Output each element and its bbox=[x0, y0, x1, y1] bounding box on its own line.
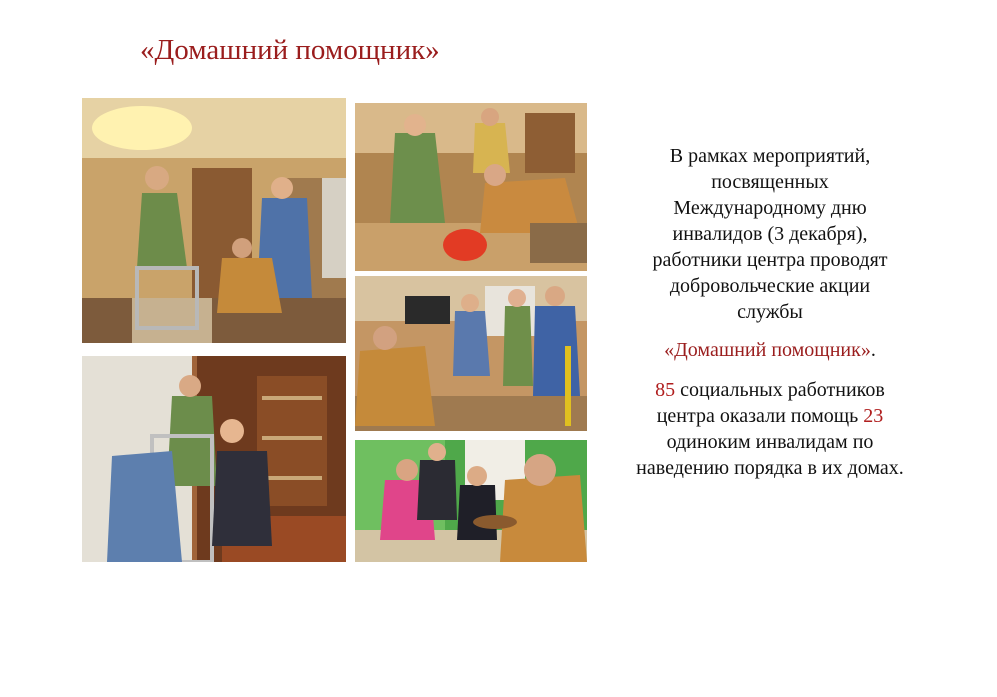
intro-paragraph bbox=[600, 143, 940, 325]
intro-line: посвященных bbox=[711, 171, 829, 193]
photo-living-room-workers bbox=[355, 276, 587, 431]
photo-woman-on-ladder bbox=[82, 98, 346, 343]
photo-living-room-workers-icon bbox=[355, 276, 587, 431]
result-text: социальных работников bbox=[675, 379, 885, 401]
result-text: наведению порядка в их домах. bbox=[636, 457, 904, 479]
photo-visit-green-room bbox=[355, 440, 587, 562]
result-text: центра оказали помощь bbox=[656, 405, 864, 427]
photo-cleaning-floor bbox=[355, 103, 587, 271]
intro-line: Международному дню bbox=[673, 197, 867, 219]
photo-cleaning-cabinet-icon bbox=[82, 356, 346, 562]
workers-count: 85 bbox=[655, 379, 676, 401]
result-paragraph bbox=[600, 377, 940, 481]
photo-cleaning-floor-icon bbox=[355, 103, 587, 271]
photo-visit-green-room-icon bbox=[355, 440, 587, 562]
service-name-paragraph bbox=[600, 337, 940, 363]
intro-line: В рамках мероприятий, bbox=[669, 145, 871, 167]
intro-line: добровольческие акции bbox=[669, 275, 871, 297]
intro-line: службы bbox=[737, 301, 803, 323]
intro-line: инвалидов (3 декабря), bbox=[672, 223, 868, 245]
service-name: «Домашний помощник» bbox=[664, 339, 871, 361]
service-dot: . bbox=[870, 339, 876, 361]
result-text: одиноким инвалидам по bbox=[666, 431, 874, 453]
page-title: «Домашний помощник» bbox=[140, 34, 440, 66]
photo-cleaning-cabinet bbox=[82, 356, 346, 562]
description-text bbox=[600, 143, 940, 481]
intro-line: работники центра проводят bbox=[652, 249, 888, 271]
photo-woman-on-ladder-icon bbox=[82, 98, 346, 343]
clients-count: 23 bbox=[863, 405, 884, 427]
